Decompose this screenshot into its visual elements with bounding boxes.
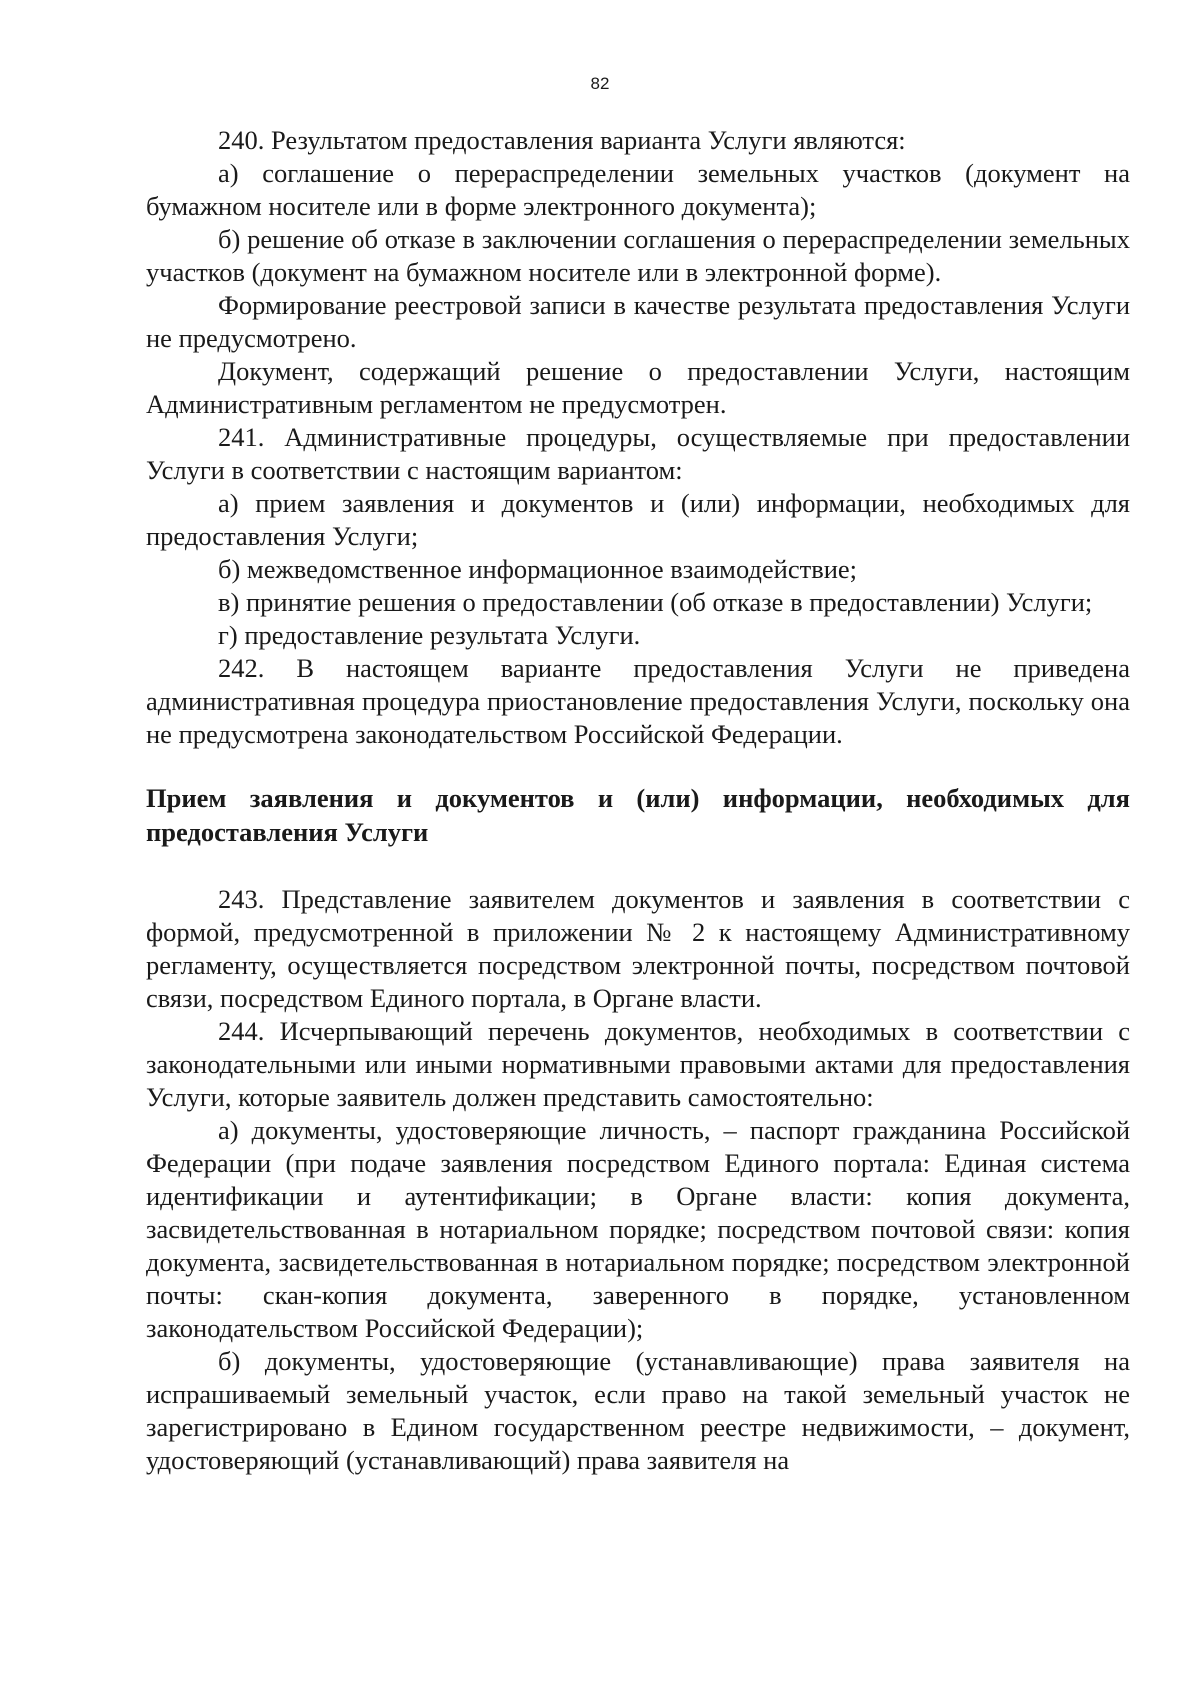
paragraph-242: 242. В настоящем варианте предоставления Услуги не приведена административная процедура приостановление предоставления Услуги, поскольку она не предусмотрена законодательством Российской Федерации. xyxy=(146,653,1130,749)
paragraph-243: 243. Представление заявителем документов и заявления в соответствии с формой, предусмотренной в приложении № 2 к настоящему Административному регламенту, осуществляется посредством электронной почты, посредством почтовой связи, посредством Единого портала, в Органе власти. xyxy=(146,884,1130,1013)
paragraph-240: 240. Результатом предоставления варианта Услуги являются: xyxy=(218,125,906,155)
paragraph-244-b: б) документы, удостоверяющие (устанавливающие) права заявителя на испрашиваемый земельный участок, если право на такой земельный участок не зарегистрировано в Едином государственном реестре недвижимости, – документ, удостоверяющий (устанавливающий) права заявителя на xyxy=(146,1346,1130,1475)
document-body xyxy=(146,124,1130,1477)
section-heading: Прием заявления и документов и (или) информации, необходимых для предоставления Услуги xyxy=(146,783,1130,847)
paragraph-decision-document: Документ, содержащий решение о предоставлении Услуги, настоящим Административным регламентом не предусмотрен. xyxy=(146,356,1130,419)
paragraph-244: 244. Исчерпывающий перечень документов, необходимых в соответствии с законодательными или иными нормативными правовыми актами для предоставления Услуги, которые заявитель должен представить самостоятельно: xyxy=(146,1016,1130,1112)
paragraph-240-b: б) решение об отказе в заключении соглашения о перераспределении земельных участков (документ на бумажном носителе или в электронной форме). xyxy=(146,224,1130,287)
paragraph-241: 241. Административные процедуры, осуществляемые при предоставлении Услуги в соответствии с настоящим вариантом: xyxy=(146,422,1130,485)
paragraph-241-a: а) прием заявления и документов и (или) информации, необходимых для предоставления Услуги; xyxy=(146,488,1130,551)
paragraph-244-a: а) документы, удостоверяющие личность, – паспорт гражданина Российской Федерации (при подаче заявления посредством Единого портала: Единая система идентификации и аутентификации; в Органе власти: копия документа, засвидетельствованная в нотариальном порядке; посредством почтовой связи: копия документа, засвидетельствованная в нотариальном порядке; посредством электронной почты: скан-копия документа, заверенного в порядке, установленном законодательством Российской Федерации); xyxy=(146,1115,1130,1343)
page-number: 82 xyxy=(590,74,610,93)
paragraph-241-b: б) межведомственное информационное взаимодействие; xyxy=(218,554,858,584)
paragraph-241-g: г) предоставление результата Услуги. xyxy=(218,620,641,650)
paragraph-registry-record: Формирование реестровой записи в качестве результата предоставления Услуги не предусмотрено. xyxy=(146,290,1130,353)
paragraph-240-a: а) соглашение о перераспределении земельных участков (документ на бумажном носителе или в форме электронного документа); xyxy=(146,158,1130,221)
paragraph-241-v: в) принятие решения о предоставлении (об отказе в предоставлении) Услуги; xyxy=(218,587,1093,617)
